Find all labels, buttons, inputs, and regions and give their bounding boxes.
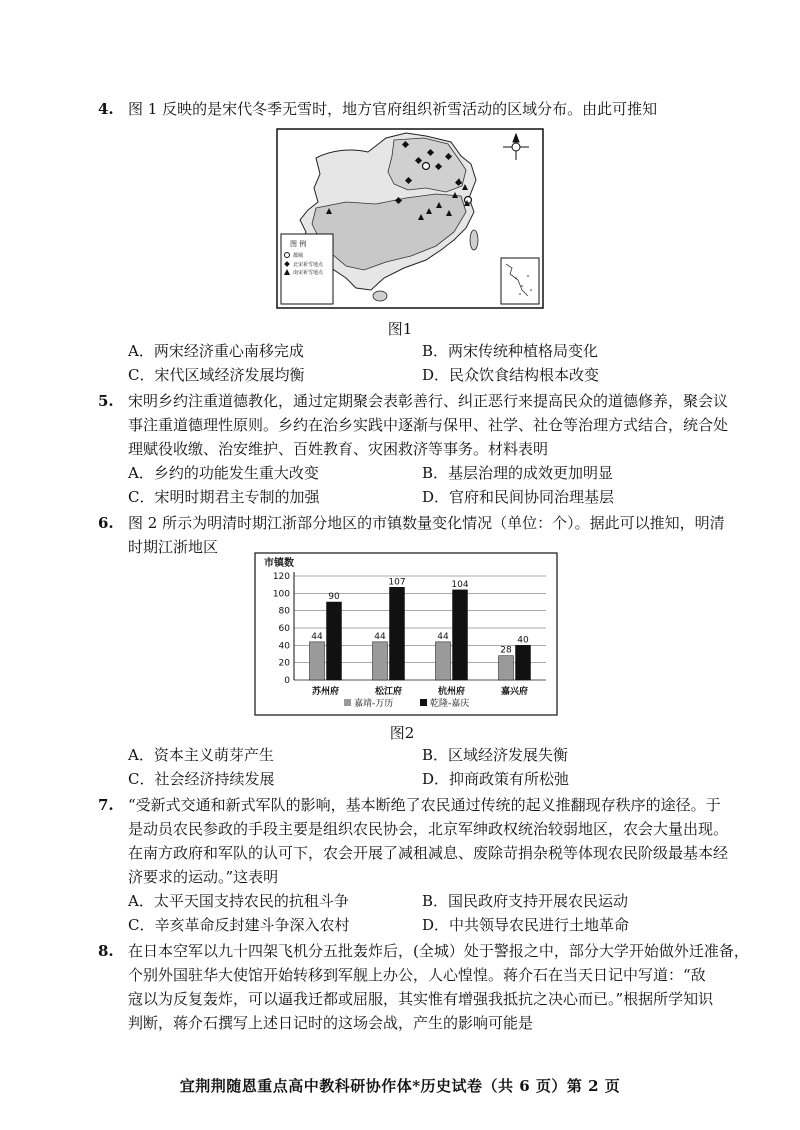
bar-苏州府-series-2 <box>327 602 342 680</box>
legend-capital-label: 都城 <box>293 253 304 259</box>
q5-line-3: 理赋役收缴、治安维护、百姓教育、灾困救济等事务。材料表明 <box>128 440 549 458</box>
q7-option-c[interactable]: C．辛亥革命反封建斗争深入农村 <box>128 916 350 934</box>
q6-option-b[interactable]: B．区域经济发展失衡 <box>422 746 569 764</box>
legend-title: 图 例 <box>290 240 307 248</box>
q5-option-d[interactable]: D．官府和民间协同治理基层 <box>422 488 615 506</box>
legend-south-label: 南宋祈雪地点 <box>293 270 324 276</box>
taiwan-island <box>470 230 478 250</box>
q6-line-1: 图 2 所示为明清时期江浙部分地区的市镇数量变化情况（单位：个）。据此可以推知，明清 <box>128 514 725 532</box>
q6-line-2: 时期江浙地区 <box>128 538 219 556</box>
q7-line-4: 济要求的运动。”这表明 <box>128 868 279 886</box>
q5-line-2: 事注重道德理性原则。乡约在治乡实践中逐渐与保甲、社学、社仓等治理方式结合，统合处 <box>128 416 729 434</box>
q4-stem: 图 1 反映的是宋代冬季无雪时，地方官府组织祈雪活动的区域分布。由此可推知 <box>128 100 658 118</box>
bar-嘉兴府-series-1 <box>499 656 514 680</box>
legend-swatch-series-1 <box>344 699 351 706</box>
q4-option-b[interactable]: B．两宋传统种植格局变化 <box>422 342 599 360</box>
song-map-figure <box>276 128 544 309</box>
bar-杭州府-series-1 <box>436 642 451 680</box>
bar-value-label: 104 <box>451 579 469 590</box>
legend-north-label: 北宋祈雪地点 <box>293 262 324 268</box>
q4-option-d[interactable]: D．民众饮食结构根本改变 <box>422 366 600 384</box>
legend-swatch-series-2 <box>420 699 427 706</box>
q8-line-2: 个别外国驻华大使馆开始转移到军舰上办公，人心惶惶。蒋介石在当天日记中写道：“敌 <box>128 966 706 984</box>
q7-line-2: 是动员农民参政的手段主要是组织农民协会，北京军绅政权统治较弱地区，农会大量出现。 <box>128 820 729 838</box>
q4-option-c[interactable]: C．宋代区域经济发展均衡 <box>128 366 305 384</box>
q6-option-a[interactable]: A．资本主义萌芽产生 <box>128 746 274 764</box>
bar-value-label: 44 <box>311 631 323 642</box>
page-footer: 宜荆荆随恩重点高中教科研协作体*历史试卷（共 6 页）第 2 页 <box>179 1077 621 1095</box>
x-tick-label: 松江府 <box>374 687 403 697</box>
figure1-caption: 图1 <box>387 320 413 338</box>
capital-marker-kaifeng <box>423 163 430 170</box>
bar-value-label: 107 <box>388 577 406 588</box>
q7-option-a[interactable]: A．太平天国支持农民的抗租斗争 <box>128 892 349 910</box>
hainan-island <box>373 291 387 301</box>
q7-line-1: “受新式交通和新式军队的影响，基本断绝了农民通过传统的起义推翻现存秩序的途径。于 <box>128 796 721 814</box>
q7-option-d[interactable]: D．中共领导农民进行土地革命 <box>422 916 630 934</box>
bar-value-label: 28 <box>500 645 512 656</box>
x-tick-label: 嘉兴府 <box>500 687 529 697</box>
x-tick-label: 苏州府 <box>311 687 340 697</box>
q7-line-3: 在南方政府和军队的认可下，农会开展了减租减息、废除苛捐杂税等体现农民阶级最基本经 <box>128 844 729 862</box>
q6-number: 6. <box>98 514 114 532</box>
bar-嘉兴府-series-2 <box>516 645 531 680</box>
chart-y-axis-label: 市镇数 <box>264 558 294 569</box>
q7-number: 7. <box>98 796 114 814</box>
q4-option-a[interactable]: A．两宋经济重心南移完成 <box>128 342 304 360</box>
q4-number: 4. <box>98 100 114 118</box>
bar-松江府-series-2 <box>390 587 405 680</box>
bar-value-label: 40 <box>517 635 529 646</box>
y-tick-label-20: 20 <box>278 658 290 669</box>
q5-option-b[interactable]: B．基层治理的成效更加明显 <box>422 464 614 482</box>
bar-value-label: 44 <box>374 631 386 642</box>
y-tick-label-100: 100 <box>272 589 290 600</box>
q8-line-3: 寇以为反复轰炸，可以逼我迁都或屈服，其实惟有增强我抵抗之决心而已。”根据所学知识 <box>128 990 714 1008</box>
bar-value-label: 44 <box>437 631 449 642</box>
q6-option-d[interactable]: D．抑商政策有所松弛 <box>422 770 570 788</box>
figure2-caption: 图2 <box>389 724 415 742</box>
q5-option-a[interactable]: A．乡约的功能发生重大改变 <box>128 464 319 482</box>
bar-松江府-series-1 <box>373 642 388 680</box>
y-tick-label-60: 60 <box>278 624 290 634</box>
q8-number: 8. <box>98 942 114 960</box>
legend-label-series-2: 乾隆-嘉庆 <box>430 699 470 709</box>
q5-line-1: 宋明乡约注重道德教化，通过定期聚会表彰善行、纠正恶行来提高民众的道德修养，聚会议 <box>128 392 729 410</box>
q7-option-b[interactable]: B．国民政府支持开展农民运动 <box>422 892 629 910</box>
q5-number: 5. <box>98 392 114 410</box>
y-tick-label-40: 40 <box>278 641 290 652</box>
bar-value-label: 90 <box>328 592 340 602</box>
q5-option-c[interactable]: C．宋明时期君主专制的加强 <box>128 488 320 506</box>
q8-line-1: 在日本空军以九十四架飞机分五批轰炸后，(全城）处于警报之中，部分大学开始做外迁准备， <box>128 942 749 960</box>
bar-苏州府-series-1 <box>310 642 325 680</box>
q6-option-c[interactable]: C．社会经济持续发展 <box>128 770 275 788</box>
x-tick-label: 杭州府 <box>437 687 466 697</box>
bar-杭州府-series-2 <box>453 590 468 680</box>
y-tick-label-0: 0 <box>284 676 290 686</box>
y-tick-label-80: 80 <box>278 606 290 617</box>
y-tick-label-120: 120 <box>272 572 290 582</box>
map-legend-box <box>281 234 333 304</box>
q8-line-4: 判断，蒋介石撰写上述日记时的这场会战，产生的影响可能是 <box>128 1014 534 1032</box>
market-town-bar-chart <box>254 552 558 716</box>
legend-label-series-1: 嘉靖-万历 <box>354 699 394 709</box>
